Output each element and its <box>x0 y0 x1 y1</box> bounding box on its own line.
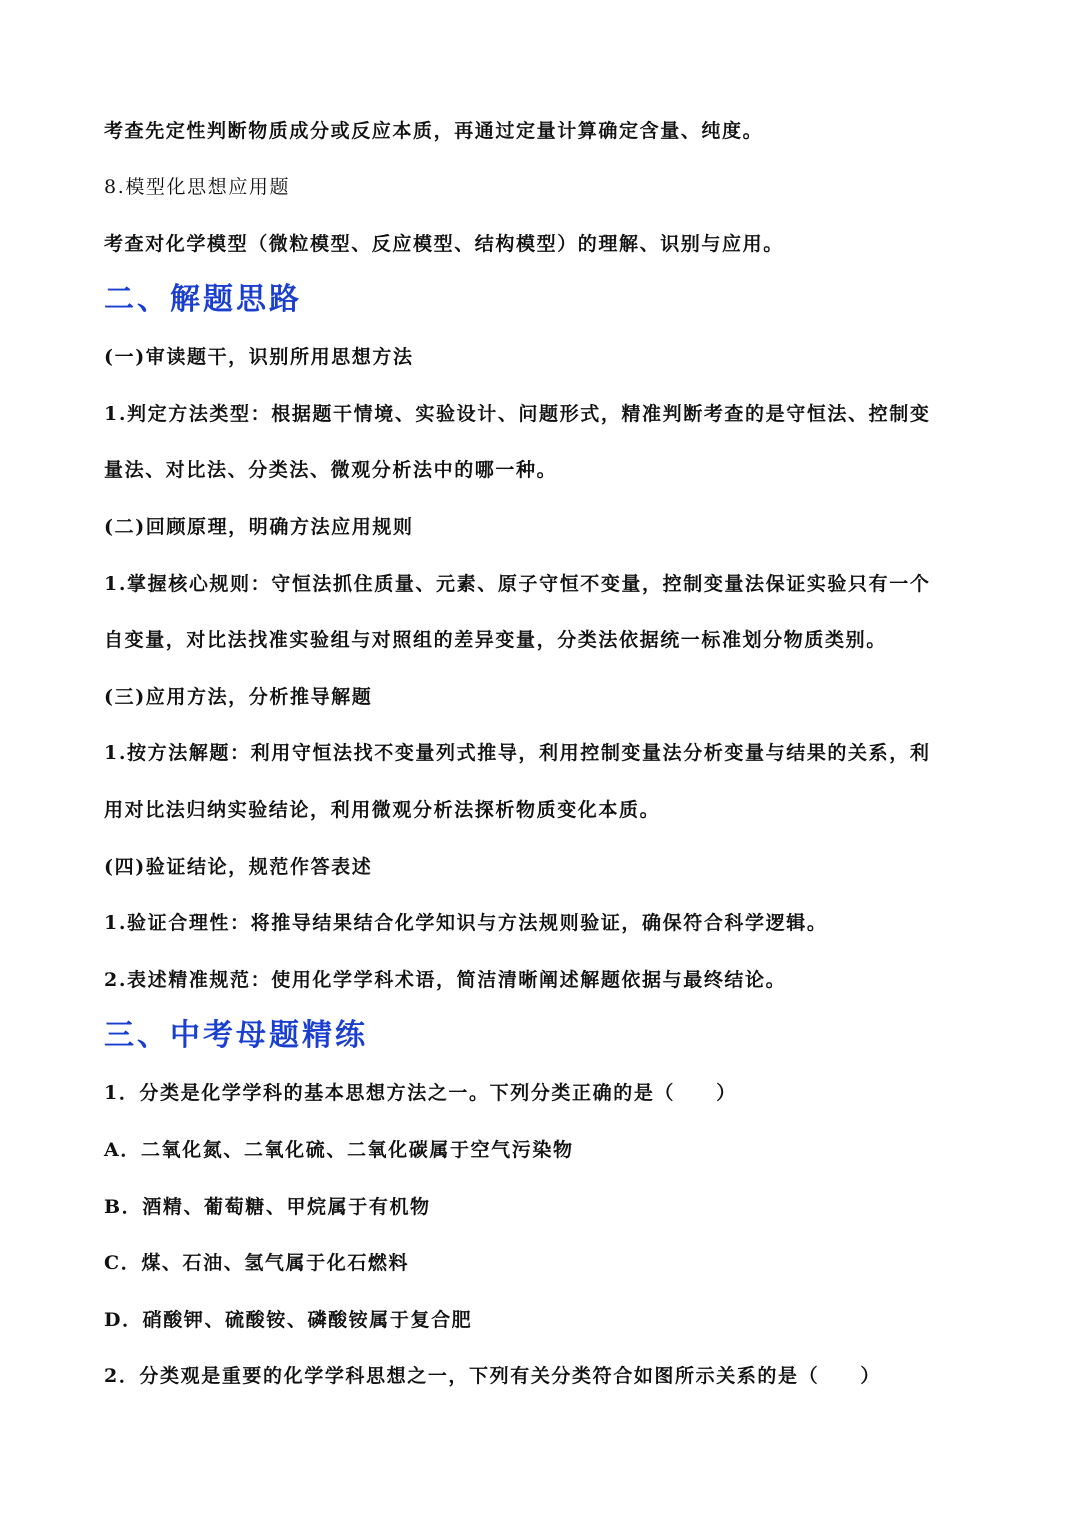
question-option: D．硝酸钾、硫酸铵、磷酸铵属于复合肥 <box>104 1309 473 1331</box>
paragraph-line: 1.验证合理性：将推导结果结合化学知识与方法规则验证，确保符合科学逻辑。 <box>104 912 828 934</box>
question-stem: 2．分类观是重要的化学学科思想之一，下列有关分类符合如图所示关系的是（ ） <box>104 1365 882 1387</box>
paragraph-line: 考查先定性判断物质成分或反应本质，再通过定量计算确定含量、纯度。 <box>104 120 764 142</box>
question-stem: 1．分类是化学学科的基本思想方法之一。下列分类正确的是（ ） <box>104 1082 737 1104</box>
subsection-title: (三)应用方法，分析推导解题 <box>104 686 373 708</box>
paragraph-line: 1.判定方法类型：根据题干情境、实验设计、问题形式，精准判断考查的是守恒法、控制变 <box>104 403 931 425</box>
subsection-title: (一)审读题干，识别所用思想方法 <box>104 346 414 368</box>
paragraph-line: 1.掌握核心规则：守恒法抓住质量、元素、原子守恒不变量，控制变量法保证实验只有一个 <box>104 573 931 595</box>
paragraph-line: 自变量，对比法找准实验组与对照组的差异变量，分类法依据统一标准划分物质类别。 <box>104 629 887 651</box>
subsection-title: (二)回顾原理，明确方法应用规则 <box>104 516 414 538</box>
item-title: 8.模型化思想应用题 <box>104 176 291 198</box>
paragraph-line: 量法、对比法、分类法、微观分析法中的哪一种。 <box>104 459 558 481</box>
paragraph-line: 1.按方法解题：利用守恒法找不变量列式推导，利用控制变量法分析变量与结果的关系，利 <box>104 742 931 764</box>
question-option: A．二氧化氮、二氧化硫、二氧化碳属于空气污染物 <box>104 1139 574 1161</box>
paragraph-line: 考查对化学模型（微粒模型、反应模型、结构模型）的理解、识别与应用。 <box>104 233 784 255</box>
paragraph-line: 2.表述精准规范：使用化学学科术语，简洁清晰阐述解题依据与最终结论。 <box>104 969 787 991</box>
section-heading: 三、中考母题精练 <box>104 1018 368 1053</box>
paragraph-line: 用对比法归纳实验结论，利用微观分析法探析物质变化本质。 <box>104 799 661 821</box>
question-option: B．酒精、葡萄糖、甲烷属于有机物 <box>104 1196 431 1218</box>
section-heading: 二、解题思路 <box>104 282 302 317</box>
subsection-title: (四)验证结论，规范作答表述 <box>104 856 373 878</box>
question-option: C．煤、石油、氢气属于化石燃料 <box>104 1252 410 1274</box>
